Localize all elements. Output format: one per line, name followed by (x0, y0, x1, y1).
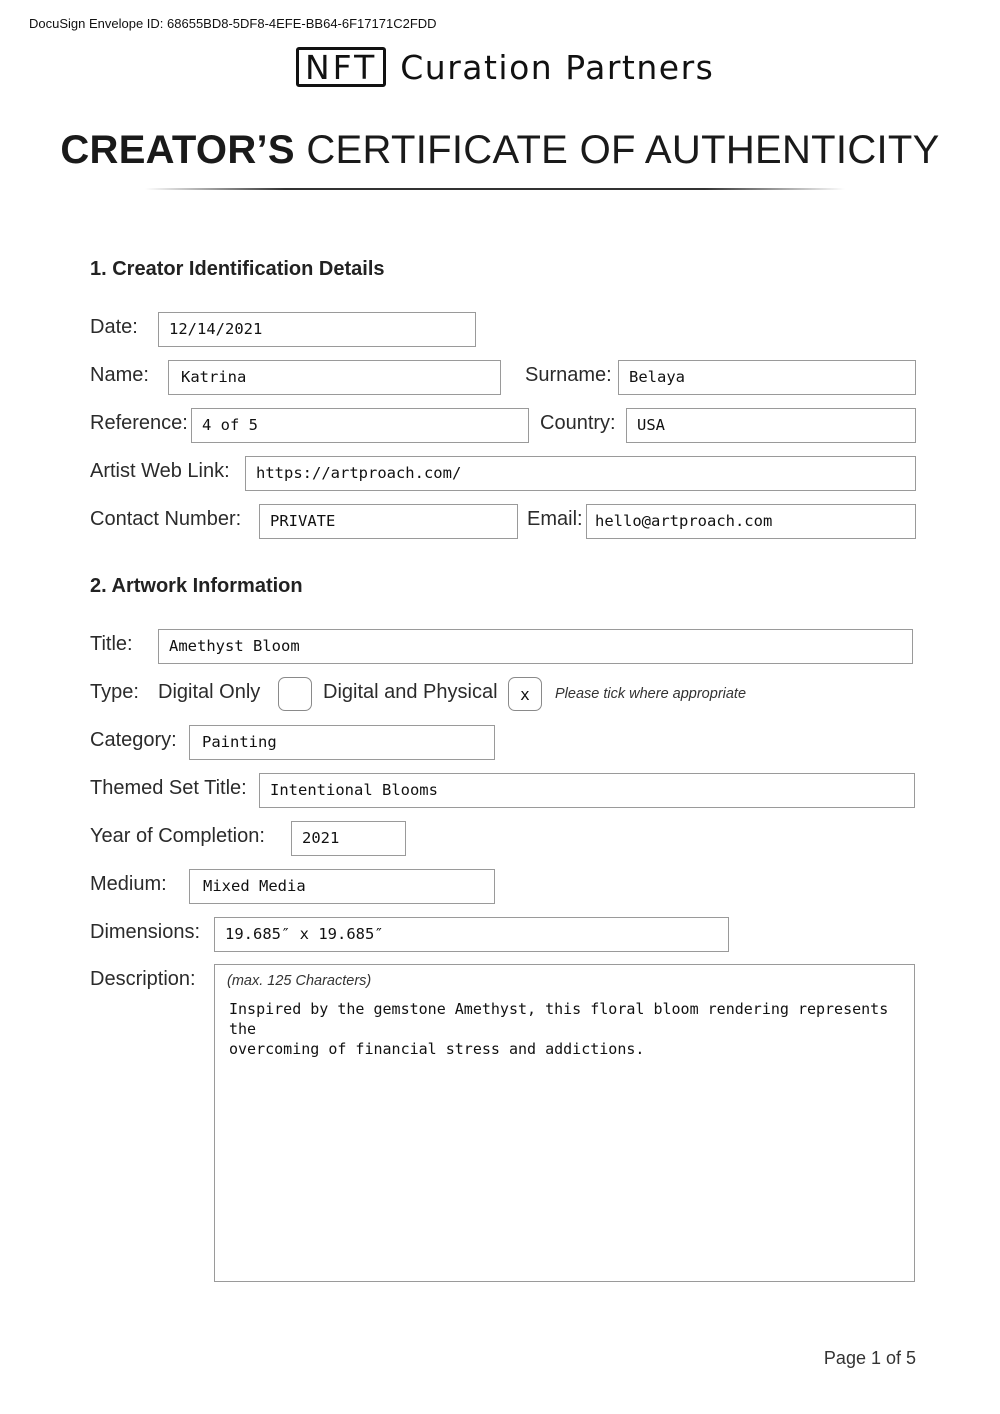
medium-label: Medium: (90, 873, 167, 895)
brand-logo (296, 46, 714, 88)
type-note: Please tick where appropriate (555, 686, 747, 702)
logo-nft-box: NFT (296, 47, 386, 87)
contact-label: Contact Number: (90, 508, 242, 530)
section-heading-artwork: 2. Artwork Information (90, 575, 303, 597)
description-line: overcoming of financial stress and addictions. (229, 1040, 645, 1058)
category-label: Category: (90, 729, 177, 751)
logo-text: Curation Partners (400, 47, 715, 87)
reference-label: Reference: (90, 412, 188, 434)
dimensions-field[interactable]: 19.685″ x 19.685″ (214, 917, 729, 952)
email-field[interactable]: hello@artproach.com (586, 504, 916, 539)
dimensions-label: Dimensions: (90, 921, 201, 943)
title-regular: CERTIFICATE OF AUTHENTICITY (306, 128, 940, 172)
type-digital-physical-label: Digital and Physical (323, 681, 498, 703)
digital-only-checkbox[interactable] (278, 677, 312, 711)
page-title (0, 128, 1000, 173)
title-field[interactable]: Amethyst Bloom (158, 629, 913, 664)
title-label: Title: (90, 633, 133, 655)
category-field[interactable]: Painting (189, 725, 495, 760)
description-label: Description: (90, 968, 196, 990)
type-label: Type: (90, 681, 139, 703)
date-label: Date: (90, 316, 138, 338)
contact-field[interactable]: PRIVATE (259, 504, 518, 539)
page-number: Page 1 of 5 (823, 1348, 916, 1368)
section-heading-creator: 1. Creator Identification Details (90, 258, 385, 280)
weblink-label: Artist Web Link: (90, 460, 230, 482)
digital-physical-checkbox[interactable]: x (508, 677, 542, 711)
surname-label: Surname: (525, 364, 612, 386)
name-field[interactable]: Katrina (168, 360, 501, 395)
year-field[interactable]: 2021 (291, 821, 406, 856)
description-hint: (max. 125 Characters) (227, 973, 372, 989)
date-field[interactable]: 12/14/2021 (158, 312, 476, 347)
description-textarea[interactable] (214, 964, 915, 1282)
reference-field[interactable]: 4 of 5 (191, 408, 529, 443)
type-digital-only-label: Digital Only (158, 681, 261, 703)
themed-set-field[interactable]: Intentional Blooms (259, 773, 915, 808)
country-label: Country: (540, 412, 616, 434)
envelope-id: DocuSign Envelope ID: 68655BD8-5DF8-4EFE-BB64-6F17171C2FDD (29, 16, 437, 31)
medium-field[interactable]: Mixed Media (189, 869, 495, 904)
description-line: Inspired by the gemstone Amethyst, this floral bloom rendering represents the (229, 1000, 889, 1038)
description-text (227, 999, 902, 1059)
country-field[interactable]: USA (626, 408, 916, 443)
email-label: Email: (527, 508, 583, 530)
weblink-field[interactable]: https://artproach.com/ (245, 456, 916, 491)
themed-set-label: Themed Set Title: (90, 777, 247, 799)
name-label: Name: (90, 364, 149, 386)
surname-field[interactable]: Belaya (618, 360, 916, 395)
title-divider (145, 188, 845, 190)
title-bold: CREATOR’S (60, 128, 295, 172)
year-label: Year of Completion: (90, 825, 265, 847)
